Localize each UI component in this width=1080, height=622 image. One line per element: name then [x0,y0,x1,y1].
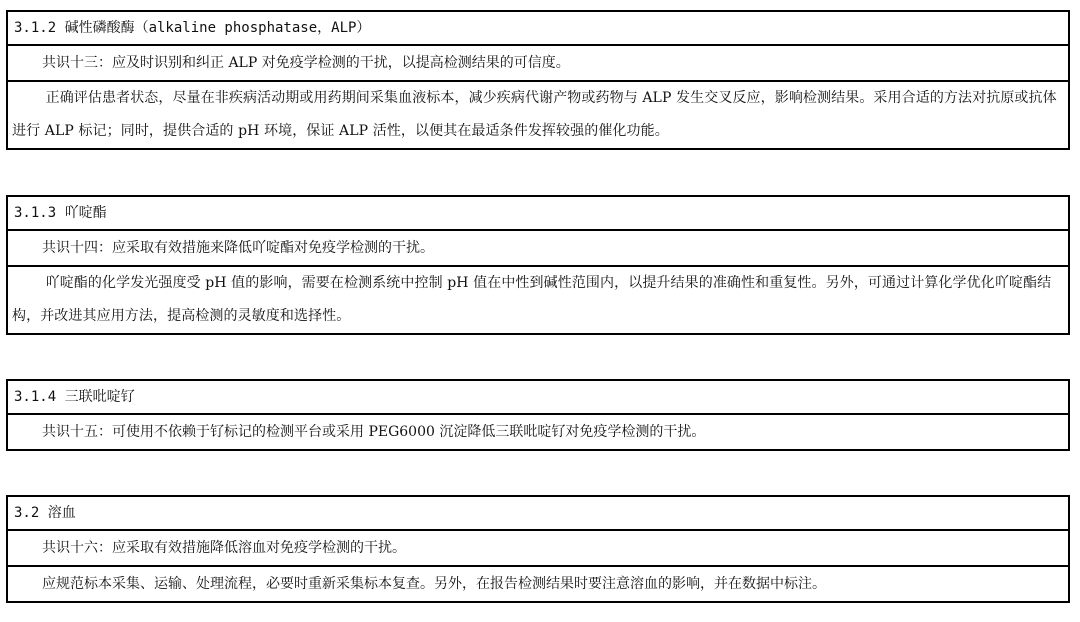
consensus-statement: 共识十五：可使用不依赖于钌标记的检测平台或采用 PEG6000 沉淀降低三联吡啶钌对免疫学检测的干扰。 [8,413,1068,449]
consensus-statement: 共识十六：应采取有效措施降低溶血对免疫学检测的干扰。 [8,529,1068,565]
section-heading: 3.1.2 碱性磷酸酶（alkaline phosphatase，ALP） [14,20,371,36]
section-hemolysis [6,495,1070,603]
section-heading: 3.1.4 三联吡啶钌 [14,389,135,405]
section-alp [6,10,1070,150]
section-ruthenium [6,379,1070,451]
consensus-statement: 共识十四：应采取有效措施来降低吖啶酯对免疫学检测的干扰。 [8,229,1068,265]
section-heading: 3.2 溶血 [14,505,76,521]
section-heading: 3.1.3 吖啶酯 [14,205,107,221]
section-acridinium-ester [6,195,1070,335]
section-body-text: 正确评估患者状态，尽量在非疾病活动期或用药期间采集血液标本，减少疾病代谢产物或药物与 ALP 发生交叉反应，影响检测结果。采用合适的方法对抗原或抗体进行 ALP 标记；同时，提供合适的 pH 环境，保证 ALP 活性，以便其在最适条件发挥较强的催化功能。 [8,80,1068,148]
consensus-statement: 共识十三：应及时识别和纠正 ALP 对免疫学检测的干扰，以提高检测结果的可信度。 [8,44,1068,80]
document-page [6,10,1070,603]
section-body-text: 吖啶酯的化学发光强度受 pH 值的影响，需要在检测系统中控制 pH 值在中性到碱性范围内，以提升结果的准确性和重复性。另外，可通过计算化学优化吖啶酯结构，并改进其应用方法，提高检测的灵敏度和选择性。 [8,265,1068,333]
section-body-text: 应规范标本采集、运输、处理流程，必要时重新采集标本复查。另外，在报告检测结果时要注意溶血的影响，并在数据中标注。 [8,565,1068,601]
